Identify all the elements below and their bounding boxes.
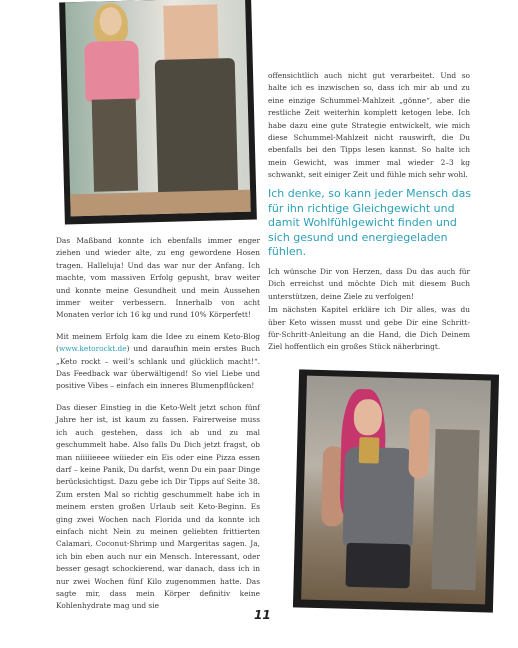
before-after-photo bbox=[59, 0, 257, 224]
blog-link[interactable]: www.ketorockt.de bbox=[58, 344, 127, 354]
left-paragraph-2: Mit meinem Erfolg kam die Idee zu einem Keto-Blog (www.ketorockt.de) und daraufhin mein erstes Buch „Keto rockt – weil’s schlank und glücklich macht!“. Das Feedback war überwältigend! So viel Liebe und positive Vibes – einfach ein inneres Blumenpflücken! bbox=[56, 331, 260, 391]
right-paragraph-1: Ich wünsche Dir von Herzen, dass Du das auch für Dich erreichst und möchte Dich mit diesem Buch unterstützen, deine Ziele zu verfolgen! bbox=[268, 267, 470, 301]
pull-quote: Ich denke, so kann jeder Mensch das für ihn richtige Gleichgewicht und damit Wohlfühlgewicht finden und sich gesund und energiegeladen fühlen. bbox=[268, 187, 472, 258]
left-column bbox=[56, 235, 260, 622]
left-paragraph-3: Das dieser Einstieg in die Keto-Welt jetzt schon fünf Jahre her ist, ist kaum zu fassen. Fairerweise muss ich auch gestehen, dass ich ab und zu mal geschummelt habe. Also falls Du Dich jetzt fragst, ob man niiiiieeee wiiieder ein Eis oder eine Pizza essen darf – keine Panik, Du darfst, wenn Du ein paar Dinge berücksichtigst. Dazu gebe ich Dir Tipps auf Seite 38. Zum ersten Mal so richtig geschummelt habe ich in meinem ersten großen Urlaub seit Keto-Beginn. Es ging zwei Wochen nach Florida und da konnte ich einfach nicht Nein zu meinen geliebten frittierten Calamari, Coconut-Shrimp und Margeritas sagen. Ja, ich bin eben auch nur ein Mensch. Interessant, oder besser gesagt schockierend, war danach, dass ich in nur zwei Wochen fünf Kilo zugenommen hatte. Das sagte mir, dass mein Körper definitiv keine Kohlenhydrate mag und sie bbox=[56, 402, 260, 611]
right-column-top bbox=[268, 70, 470, 191]
right-column-middle bbox=[268, 266, 470, 363]
right-paragraph-top: offensichtlich auch nicht gut verarbeitet. Und so halte ich es inzwischen so, dass ich mir ab und zu eine einzige Schummel-Mahlzeit „gönne“, aber die restliche Zeit weiterhin komplett ketogen lebe. Ich habe dazu eine gute Strategie entwickelt, wie mich diese Schummel-Mahlzeit nicht rauswirft, die Du ebenfalls bei den Tipps lesen kannst. So halte ich mein Gewicht, was immer mal wieder 2–3 kg schwankt, seit einiger Zeit und fühle mich sehr wohl. bbox=[268, 71, 470, 180]
left-paragraph-1: Das Maßband konnte ich ebenfalls immer enger ziehen und wieder alte, zu eng gewordene Hosen tragen. Halleluja! Und das war nur der Anfang. Ich machte, vom massiven Erfolg gepusht, brav weiter und konnte meine Gesundheit und mein Aussehen immer weiter verbessern. Innerhalb von acht Monaten verlor ich 16 kg und rund 10% Körperfett! bbox=[56, 236, 260, 320]
right-paragraph-2: Im nächsten Kapitel erkläre ich Dir alles, was du über Keto wissen musst und gebe Dir eine Schritt-für-Schritt-Anleitung an die Hand, die Dich Deinem Ziel hoffentlich ein großes Stück näherbringt. bbox=[268, 305, 470, 352]
gym-selfie-photo bbox=[293, 369, 499, 612]
page-number: 11 bbox=[254, 608, 271, 622]
